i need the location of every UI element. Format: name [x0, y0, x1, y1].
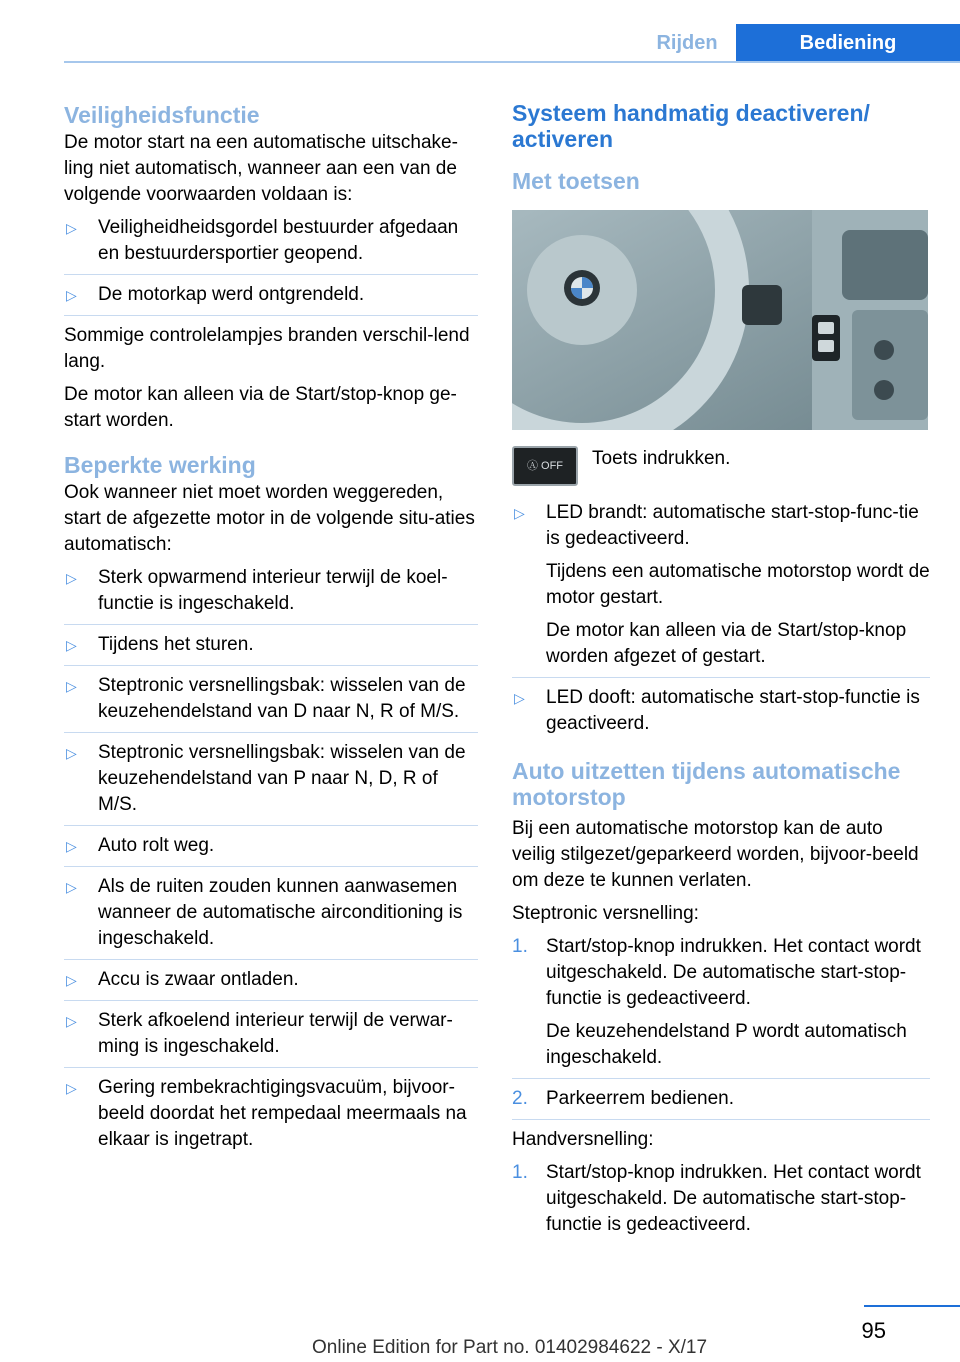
numbered-list	[512, 1160, 930, 1245]
tab-rijden[interactable]: Rijden	[656, 32, 718, 54]
triangle-bullet-icon: ▷	[66, 287, 77, 303]
section-title-auto-uitzetten: Auto uitzetten tijdens automatische motorstop	[512, 758, 901, 810]
triangle-bullet-icon: ▷	[66, 570, 77, 586]
list-item: ▷ Veiligheidheidsgordel bestuurder afgedaan en bestuurdersportier geopend.	[64, 215, 478, 275]
button-instruction-text: Toets indrukken.	[592, 448, 731, 469]
section-title-systeem-handmatig: Systeem handmatig deactiveren/ activeren	[512, 100, 870, 152]
paragraph: Ook wanneer niet moet worden weggereden, start de afgezette motor in de volgende situ-aties automatisch:	[64, 482, 475, 555]
triangle-bullet-icon: ▷	[66, 972, 77, 988]
triangle-bullet-icon: ▷	[66, 1080, 77, 1096]
triangle-bullet-icon: ▷	[66, 745, 77, 761]
bullet-list	[64, 565, 478, 1160]
list-item: ▷ LED brandt: automatische start-stop-func-tie is gedeactiveerd. Tijdens een automatische motorstop wordt de motor gestart. De motor kan alleen via de Start/stop-knop worden afgezet of gestart.	[512, 500, 930, 678]
bullet-list	[512, 500, 930, 744]
list-item: ▷ Als de ruiten zouden kunnen aanwasemen wanneer de automatische airconditioning is ingeschakeld.	[64, 874, 478, 960]
button-instruction	[512, 446, 930, 486]
list-item: ▷ Sterk opwarmend interieur terwijl de koel-functie is ingeschakeld.	[64, 565, 478, 625]
list-item: ▷ Tijdens het sturen.	[64, 632, 478, 666]
paragraph: De motor kan alleen via de Start/stop-knop ge-start worden.	[64, 384, 457, 431]
triangle-bullet-icon: ▷	[66, 879, 77, 895]
paragraph: Bij een automatische motorstop kan de auto veilig stilgezet/geparkeerd worden, bijvoor-beeld om deze te kunnen verlaten.	[512, 818, 919, 891]
tab-bediening[interactable]: Bediening	[736, 24, 960, 62]
list-item: ▷ Steptronic versnellingsbak: wisselen van de keuzehendelstand van D naar N, R of M/S.	[64, 673, 478, 733]
edition-footer: Online Edition for Part no. 01402984622 - X/17	[312, 1337, 708, 1358]
list-item: ▷ De motorkap werd ontgrendeld.	[64, 282, 478, 316]
auto-start-stop-off-button[interactable]: Ⓐ OFF	[512, 446, 578, 486]
left-column	[64, 100, 478, 1167]
paragraph: Sommige controlelampjes branden verschil-lend lang.	[64, 325, 470, 372]
triangle-bullet-icon: ▷	[514, 690, 525, 706]
bullet-list	[64, 215, 478, 316]
right-column	[512, 100, 930, 1252]
triangle-bullet-icon: ▷	[66, 1013, 77, 1029]
triangle-bullet-icon: ▷	[66, 220, 77, 236]
steering-wheel-illustration	[512, 210, 928, 430]
footer-rule	[864, 1305, 960, 1307]
list-item: ▷ Auto rolt weg.	[64, 833, 478, 867]
list-item: ▷ Accu is zwaar ontladen.	[64, 967, 478, 1001]
triangle-bullet-icon: ▷	[66, 637, 77, 653]
paragraph: Handversnelling:	[512, 1129, 654, 1150]
paragraph: De motor start na een automatische uitschake-ling niet automatisch, wanneer aan een van de volgende voorwaarden voldaan is:	[64, 132, 458, 205]
list-item: 1. Start/stop-knop indrukken. Het contact wordt uitgeschakeld. De automatische start-stop-functie is gedeactiveerd.	[512, 1162, 921, 1235]
list-item: ▷ Gering rembekrachtigingsvacuüm, bijvoor-beeld doordat het rempedaal meermaals na elkaar is ingetrapt.	[66, 1077, 467, 1150]
paragraph: Steptronic versnelling:	[512, 903, 699, 924]
section-title-met-toetsen: Met toetsen	[512, 168, 640, 194]
list-item: ▷ LED dooft: automatische start-stop-functie is geactiveerd.	[514, 687, 920, 734]
header-rule	[64, 61, 960, 63]
section-title-beperkte-werking: Beperkte werking	[64, 452, 256, 478]
numbered-list	[512, 934, 930, 1120]
section-title-veiligheidsfunctie: Veiligheidsfunctie	[64, 102, 260, 128]
chapter-nav	[638, 24, 960, 62]
triangle-bullet-icon: ▷	[66, 838, 77, 854]
list-item: ▷ Steptronic versnellingsbak: wisselen van de keuzehendelstand van P naar N, D, R of M/S.	[64, 740, 478, 826]
steering-wheel-photo	[512, 210, 928, 430]
page-number: 95	[861, 1318, 886, 1343]
list-item: 1. Start/stop-knop indrukken. Het contact wordt uitgeschakeld. De automatische start-stop-functie is gedeactiveerd. De keuzehendelstand P wordt automatisch ingeschakeld.	[512, 934, 930, 1079]
triangle-bullet-icon: ▷	[514, 505, 525, 521]
triangle-bullet-icon: ▷	[66, 678, 77, 694]
list-item: 2. Parkeerrem bedienen.	[512, 1086, 930, 1120]
list-item: ▷ Sterk afkoelend interieur terwijl de verwar-ming is ingeschakeld.	[64, 1008, 478, 1068]
